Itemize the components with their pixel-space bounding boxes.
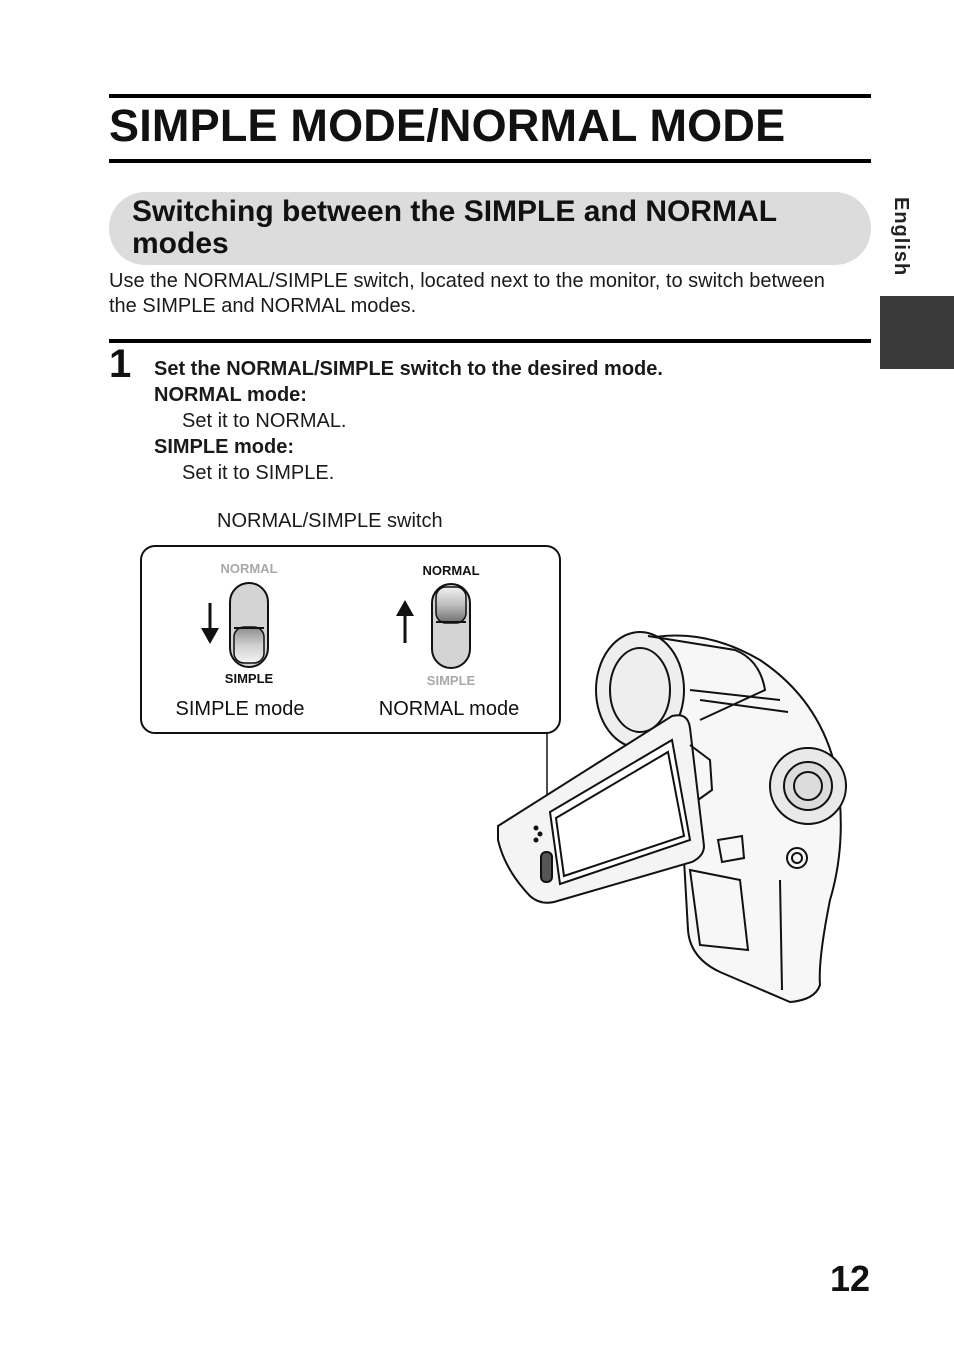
- switch-simple-position: [230, 583, 268, 667]
- page-number: 12: [829, 1258, 870, 1299]
- page-title: SIMPLE MODE/NORMAL MODE: [109, 100, 786, 151]
- normal-mode-text: Set it to NORMAL.: [182, 410, 347, 432]
- intro-paragraph: Use the NORMAL/SIMPLE switch, located next to the monitor, to switch between the SIMPLE and NORMAL modes.: [109, 270, 825, 317]
- switch-callout-label: NORMAL/SIMPLE switch: [217, 510, 443, 532]
- left-caption: SIMPLE mode: [175, 698, 305, 720]
- right-top-label: NORMAL: [422, 563, 480, 578]
- simple-mode-text: Set it to SIMPLE.: [182, 462, 335, 484]
- right-bottom-label: SIMPLE: [426, 673, 476, 688]
- simple-mode-label: SIMPLE mode:: [154, 436, 295, 458]
- normal-mode-label: NORMAL mode:: [154, 384, 307, 406]
- right-caption: NORMAL mode: [378, 698, 520, 720]
- section-title: Switching between the SIMPLE and NORMAL modes: [132, 195, 777, 260]
- step-number: 1: [109, 342, 132, 386]
- language-tab-label: English: [890, 197, 912, 277]
- switch-normal-position: [432, 584, 470, 668]
- left-top-label: NORMAL: [220, 561, 278, 576]
- step-heading: Set the NORMAL/SIMPLE switch to the desired mode.: [154, 358, 663, 380]
- left-bottom-label: SIMPLE: [224, 671, 274, 686]
